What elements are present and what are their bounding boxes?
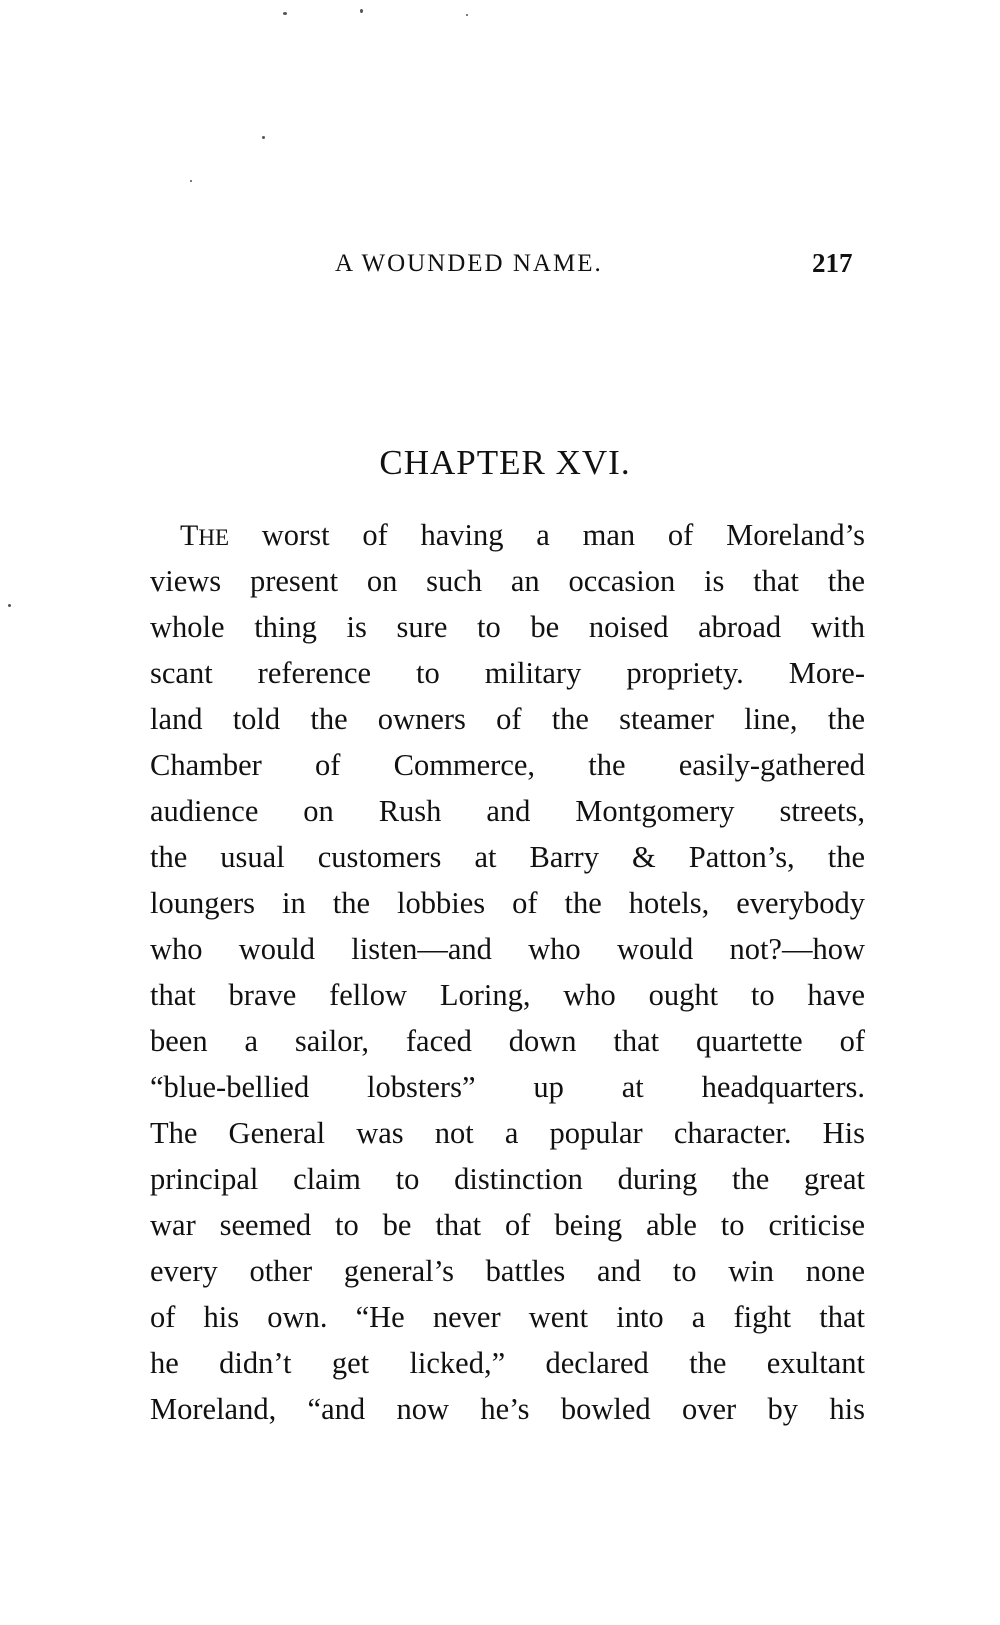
text-line: he didn’t get licked,” declared the exultant — [150, 1346, 865, 1380]
text-line: “blue-bellied lobsters” up at headquarters. — [150, 1070, 865, 1104]
text-line: who would listen—and who would not?—how — [150, 932, 865, 966]
text-line: Chamber of Commerce, the easily-gathered — [150, 748, 865, 782]
text-line: every other general’s battles and to win none — [150, 1254, 865, 1288]
chapter-heading: CHAPTER XVI. — [379, 443, 631, 482]
page-number: 217 — [812, 248, 853, 278]
text-line: scant reference to military propriety. More- — [150, 656, 865, 690]
text-line: been a sailor, faced down that quartette of — [150, 1024, 865, 1058]
text-line: war seemed to be that of being able to criticise — [150, 1208, 865, 1242]
running-head-title: A WOUNDED NAME. — [335, 250, 603, 277]
text-line: principal claim to distinction during the great — [150, 1162, 865, 1196]
text-line: the usual customers at Barry & Patton’s, the — [150, 840, 865, 874]
ink-speck — [8, 604, 11, 607]
text-line: of his own. “He never went into a fight that — [150, 1300, 865, 1334]
text-line: loungers in the lobbies of the hotels, everybody — [150, 886, 865, 920]
body-paragraph — [150, 512, 865, 1432]
small-caps-word: HE — [198, 525, 229, 550]
text-line: audience on Rush and Montgomery streets, — [150, 794, 865, 828]
text-line: views present on such an occasion is that the — [150, 564, 865, 598]
text-line: whole thing is sure to be noised abroad with — [150, 610, 865, 644]
drop-initial: T — [180, 519, 199, 552]
text-line — [150, 512, 865, 558]
text-line: that brave fellow Loring, who ought to have — [150, 978, 865, 1012]
ink-speck — [262, 136, 265, 139]
ink-speck — [283, 12, 287, 15]
text-line: Moreland, “and now he’s bowled over by his — [150, 1392, 865, 1426]
text-line-content: worst of having a man of Moreland’s — [229, 518, 865, 552]
ink-speck — [190, 180, 192, 182]
text-line: land told the owners of the steamer line, the — [150, 702, 865, 736]
text-line: The General was not a popular character. His — [150, 1116, 865, 1150]
ink-speck — [466, 14, 468, 16]
ink-speck — [360, 9, 363, 13]
